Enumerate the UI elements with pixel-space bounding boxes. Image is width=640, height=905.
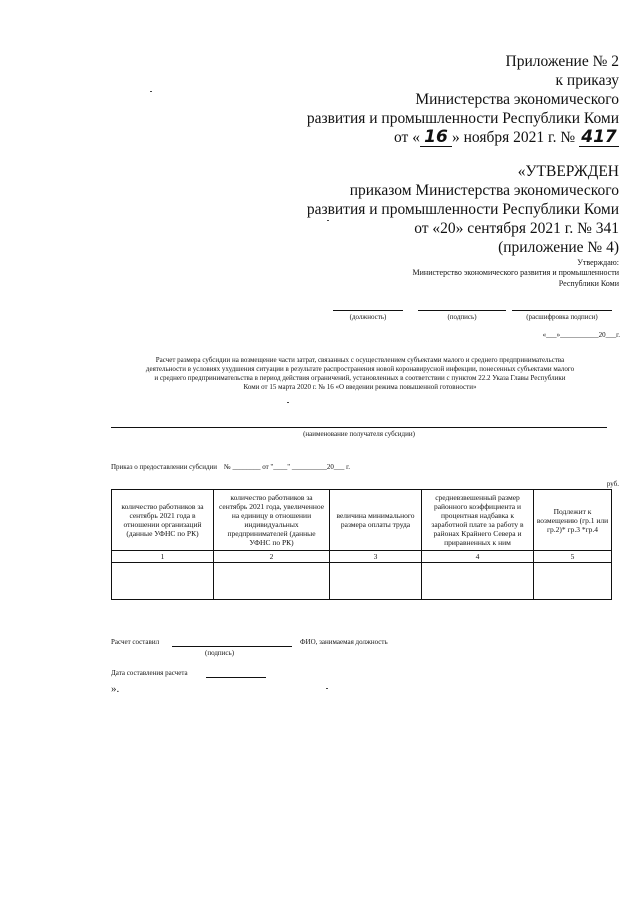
signature-caption: (подпись) — [447, 313, 477, 321]
currency-label: руб. — [606, 480, 619, 488]
decode-caption: (расшифровка подписи) — [526, 313, 598, 321]
calc-title-line-2: деятельности в условиях ухудшения ситуации в результате распространения новой коронавирусной инфекции, понесенных субъектами малого — [145, 365, 575, 373]
recipient-line — [111, 427, 607, 428]
table-number-cell: 5 — [534, 551, 612, 563]
compiled-label: Расчет составил — [111, 638, 160, 646]
position-caption: (должность) — [349, 313, 387, 321]
appendix-line-1: Приложение № 2 — [505, 53, 619, 70]
table-number-cell: 2 — [214, 551, 330, 563]
compiled-signature-line — [172, 646, 292, 647]
table-header-cell: количество работников за сентябрь 2021 года в отношении организаций (данные УФНС по РК) — [112, 490, 214, 551]
appendix-line-4: развития и промышленности Республики Коми — [306, 110, 619, 127]
table-cell[interactable] — [534, 563, 612, 600]
table-header-cell: величина минимального размера оплаты труда — [330, 490, 422, 551]
table-cell[interactable] — [214, 563, 330, 600]
scan-speck — [287, 402, 289, 403]
approval-org: Министерство экономического развития и промышленности — [412, 268, 619, 277]
scan-speck — [150, 91, 152, 92]
approval-org-2: Республики Коми — [558, 279, 619, 288]
approved-line-2: приказом Министерства экономического — [349, 182, 619, 199]
appendix-line-2: к приказу — [555, 72, 619, 89]
table-header-cell: средневзвешенный размер районного коэффициента и процентная надбавка к заработной плате за работу в районах Крайнего Севера и приравненных к ним — [422, 490, 534, 551]
calc-title-line-1: Расчет размера субсидии на возмещение части затрат, связанных с осуществлением субъектами малого и среднего предпринимательства — [155, 356, 565, 364]
table-header-row — [112, 490, 612, 551]
calc-title-line-3: и среднего предпринимательства в период действия ограничений, установленных в соответствии с пунктом 22.2 Указа Главы Республики — [154, 374, 566, 382]
signature-line — [418, 310, 506, 311]
appendix-date-number: 417 — [579, 129, 619, 147]
approval-label: Утверждаю: — [577, 258, 619, 267]
table-header-cell: количество работников за сентябрь 2021 года, увеличенное на единицу в отношении индивидуальных предпринимателей (данные УФНС по РК) — [214, 490, 330, 551]
order-line: Приказ о предоставлении субсидии № ________ от "____" __________20___ г. — [111, 463, 350, 471]
table-cell[interactable] — [112, 563, 214, 600]
date-compiled-label: Дата составления расчета — [111, 669, 188, 677]
date-compiled-line — [206, 677, 266, 678]
approved-line-1: «УТВЕРЖДЕН — [517, 163, 619, 180]
scan-speck — [327, 220, 329, 221]
recipient-caption: (наименование получателя субсидии) — [303, 430, 415, 438]
table-number-cell: 1 — [112, 551, 214, 563]
approved-line-5: (приложение № 4) — [498, 239, 619, 256]
table-cell[interactable] — [330, 563, 422, 600]
table-cell[interactable] — [422, 563, 534, 600]
table-row — [112, 563, 612, 600]
appendix-date-mid: » ноября 2021 г. № — [451, 129, 576, 146]
scan-speck — [326, 688, 328, 689]
approved-line-3: развития и промышленности Республики Коми — [306, 201, 619, 218]
calc-title-line-4: Коми от 15 марта 2020 г. № 16 «О введении режима повышенной готовности» — [243, 383, 477, 391]
table-number-row — [112, 551, 612, 563]
table-header-cell: Подлежит к возмещению (гр.1 или гр.2)* гр.3 *гр.4 — [534, 490, 612, 551]
compiled-tail: ФИО, занимаемая должность — [300, 638, 388, 646]
decode-line — [512, 310, 612, 311]
appendix-date-line — [219, 128, 619, 147]
calculation-table — [111, 489, 612, 600]
appendix-line-3: Министерства экономического — [415, 91, 619, 108]
compiled-signature-caption: (подпись) — [205, 649, 235, 657]
closing-quote: ». — [111, 683, 120, 695]
approval-date-line: «___»___________20___г. — [542, 331, 620, 339]
approved-line-4: от «20» сентября 2021 г. № 341 — [414, 220, 619, 237]
appendix-date-day: 16 — [420, 129, 452, 147]
table-number-cell: 3 — [330, 551, 422, 563]
table-number-cell: 4 — [422, 551, 534, 563]
appendix-date-prefix: от « — [394, 129, 420, 146]
position-line — [333, 310, 403, 311]
